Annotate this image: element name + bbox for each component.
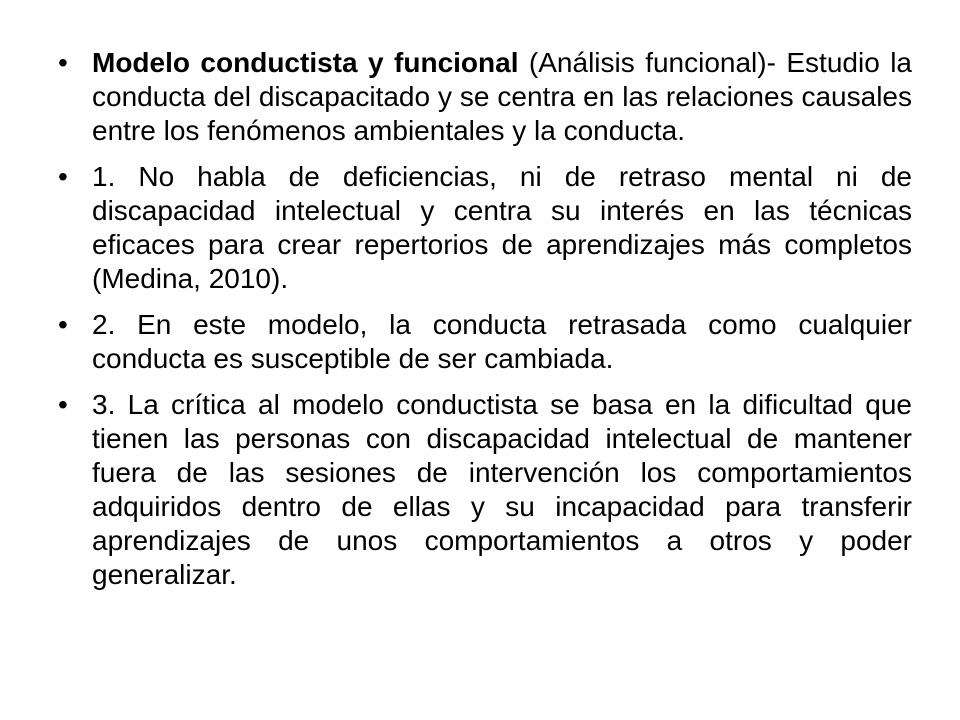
bullet-icon: •	[58, 389, 68, 420]
bullet-item-2	[56, 160, 912, 296]
bullet-text: 2. En este modelo, la conducta retrasada como cualquier conducta es susceptible de ser cambiada.	[92, 309, 912, 374]
bullet-text: 3. La crítica al modelo conductista se basa en la dificultad que tienen las personas con discapacidad intelectual de mantener fuera de las sesiones de intervención los comportamientos adquiridos dentro de ellas y su incapacidad para transferir aprendizajes de unos comportamientos a otros y poder generalizar.	[92, 389, 912, 590]
bullet-heading: Modelo conductista y funcional	[92, 47, 519, 78]
bullet-item-3	[56, 308, 912, 376]
bullet-item-4	[56, 388, 912, 592]
bullet-item-1	[56, 46, 912, 148]
bullet-icon: •	[58, 309, 68, 340]
bullet-text: 1. No habla de deficiencias, ni de retraso mental ni de discapacidad intelectual y centra su interés en las técnicas eficaces para crear repertorios de aprendizajes más completos (Medina, 2010).	[92, 161, 912, 294]
bullet-text: (Análisis funcional)- Estudio la conducta del discapacitado y se centra en las relaciones causales entre los fenómenos ambientales y la conducta.	[92, 47, 913, 146]
bullet-list	[56, 46, 912, 604]
bullet-icon: •	[58, 47, 68, 78]
bullet-icon: •	[58, 161, 68, 192]
